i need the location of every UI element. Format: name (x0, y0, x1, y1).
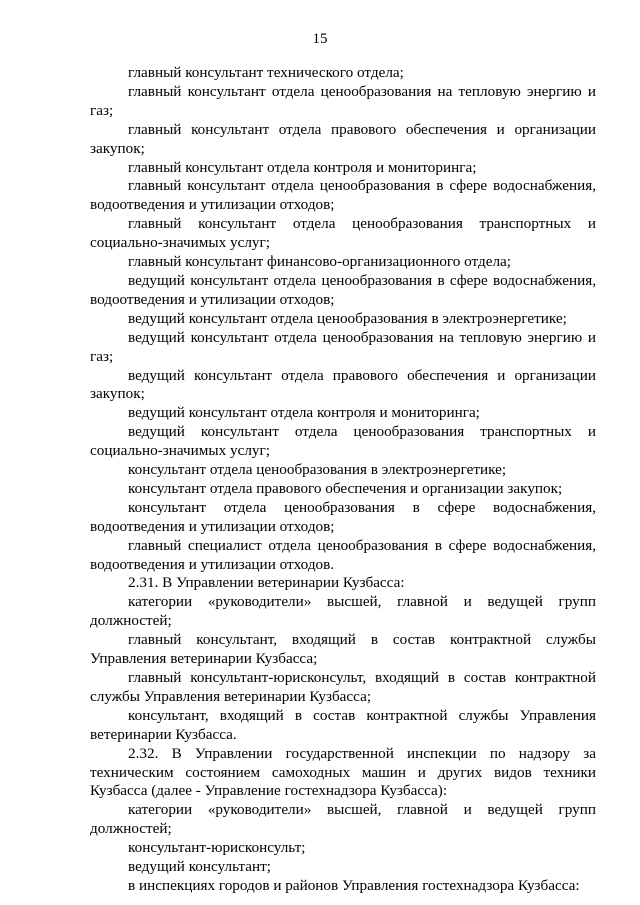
paragraph: категории «руководители» высшей, главной и ведущей групп должностей; (90, 801, 596, 838)
paragraph: главный специалист отдела ценообразования в сфере водоснабжения, водоотведения и утилизации отходов. (90, 536, 596, 573)
paragraph: консультант-юрисконсульт; (128, 839, 306, 857)
paragraph: главный консультант финансово-организационного отдела; (128, 253, 511, 271)
paragraph: ведущий консультант отдела ценообразования транспортных и социально-значимых услуг; (90, 423, 596, 460)
paragraph: ведущий консультант; (128, 858, 271, 876)
paragraph: главный консультант отдела ценообразования на тепловую энергию и газ; (90, 82, 596, 119)
page-number: 15 (312, 31, 328, 47)
paragraph: главный консультант технического отдела; (128, 64, 404, 81)
paragraph: ведущий консультант отдела контроля и мониторинга; (128, 404, 480, 422)
paragraph: главный консультант, входящий в состав контрактной службы Управления ветеринарии Кузбасса; (90, 631, 596, 668)
paragraph: главный консультант отдела правового обеспечения и организации закупок; (90, 120, 596, 157)
paragraph: главный консультант отдела контроля и мониторинга; (128, 158, 477, 176)
paragraph: категории «руководители» высшей, главной и ведущей групп должностей; (90, 593, 596, 630)
paragraph: ведущий консультант отдела ценообразования в сфере водоснабжения, водоотведения и утилизации отходов; (90, 271, 596, 308)
paragraph: консультант, входящий в состав контрактной службы Управления ветеринарии Кузбасса. (90, 706, 596, 743)
paragraph: главный консультант-юрисконсульт, входящий в состав контрактной службы Управления ветеринарии Кузбасса; (90, 669, 596, 705)
section-heading: 2.32. В Управлении государственной инспекции по надзору за техническим состоянием самоходных машин и других видов техники Кузбасса (далее - Управление гостехнадзора Кузбасса): (90, 744, 596, 800)
paragraph: в инспекциях городов и районов Управления гостехнадзора Кузбасса: (128, 876, 580, 894)
paragraph: ведущий консультант отдела правового обеспечения и организации закупок; (90, 366, 596, 403)
paragraph: консультант отдела правового обеспечения и организации закупок; (128, 479, 563, 497)
paragraph: главный консультант отдела ценообразования в сфере водоснабжения, водоотведения и утилизации отходов; (90, 177, 596, 214)
paragraph: ведущий консультант отдела ценообразования в электроэнергетике; (128, 309, 567, 327)
paragraph: консультант отдела ценообразования в сфере водоснабжения, водоотведения и утилизации отходов; (90, 498, 596, 535)
section-heading: 2.31. В Управлении ветеринарии Кузбасса: (128, 574, 405, 592)
document-body (90, 64, 596, 896)
paragraph: главный консультант отдела ценообразования транспортных и социально-значимых услуг; (90, 215, 596, 252)
paragraph: ведущий консультант отдела ценообразования на тепловую энергию и газ; (90, 328, 596, 365)
paragraph: консультант отдела ценообразования в электроэнергетике; (128, 461, 507, 479)
